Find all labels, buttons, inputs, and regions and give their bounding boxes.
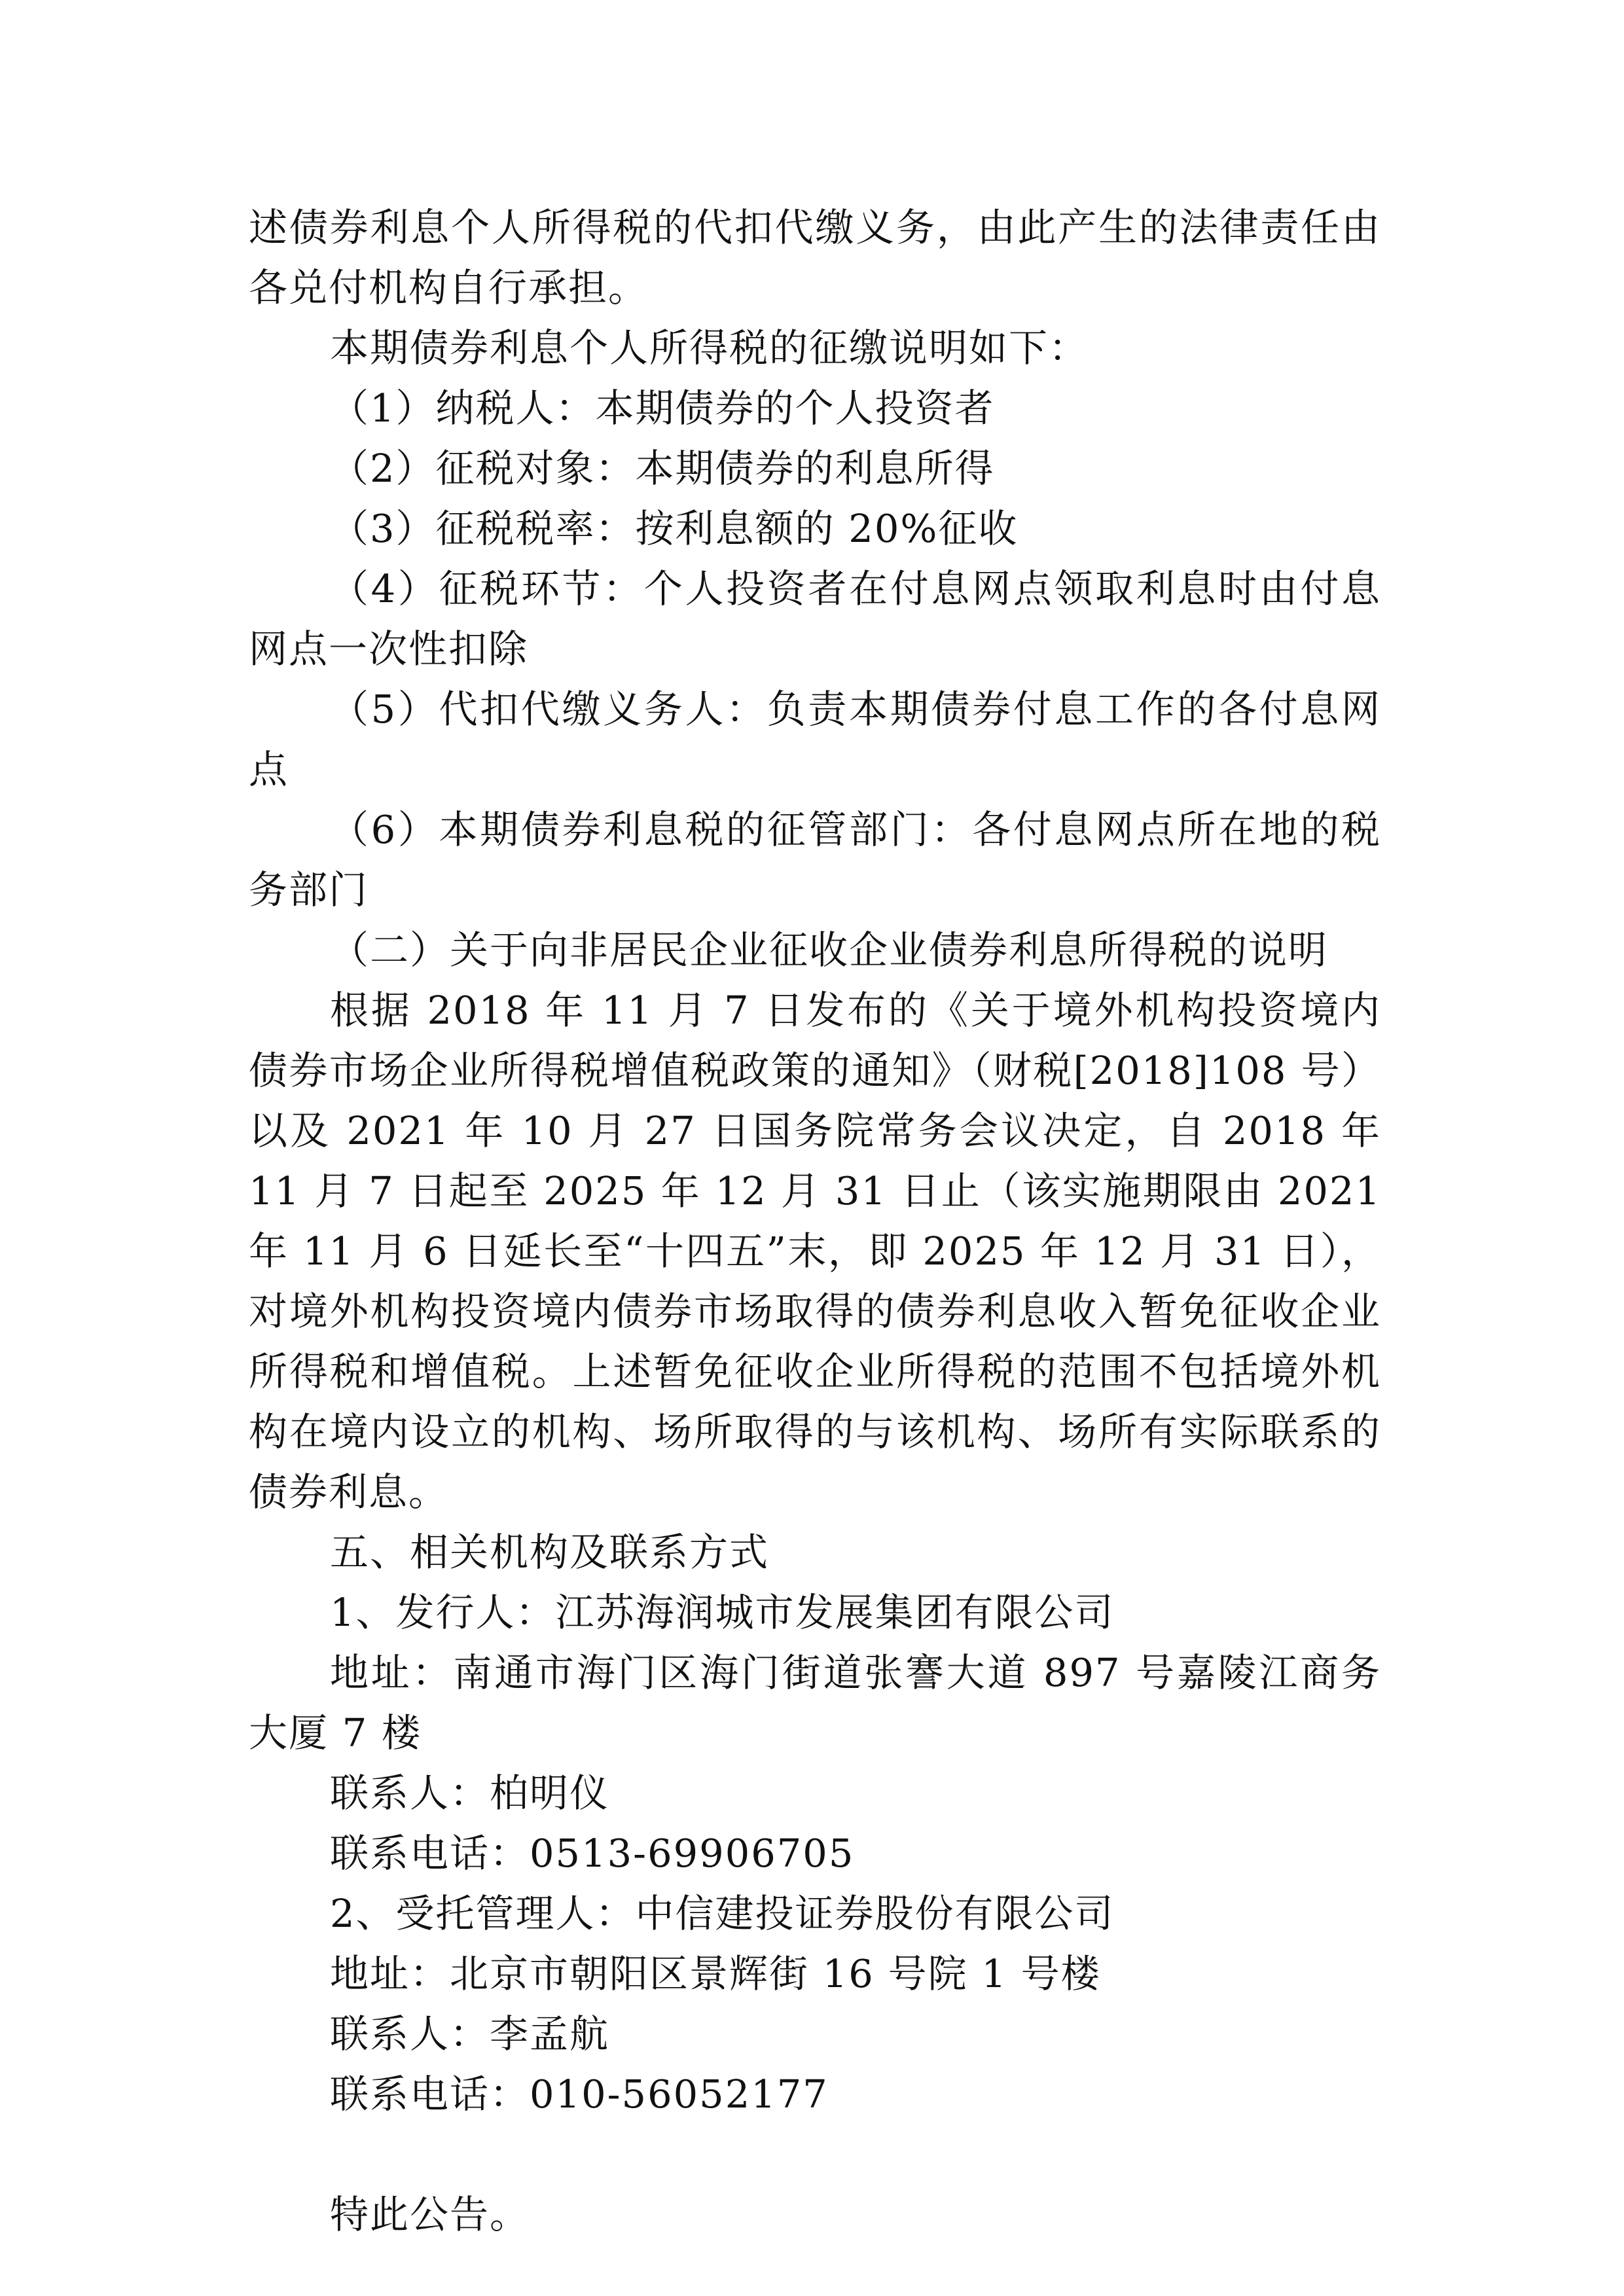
trustee-phone: 联系电话：010-56052177	[330, 2072, 829, 2117]
section-heading-contacts: 五、相关机构及联系方式	[330, 1530, 770, 1575]
paragraph-non-resident-policy: 根据 2018 年 11 月 7 日发布的《关于境外机构投资境内债券市场企业所得税增值税政策的通知》（财税[2018]108 号）以及 2021 年 10 月 27 日国务院常务会议决定，自 2018 年 11 月 7 日起至 2025 年 12 月 31 日止（该实施期限由 2021 年 11 月 6 日延长至“十四五”末，即 2025 年 12 月 31 日），对境外机构投资境内债券市场取得的债券利息收入暂免征收企业所得税和增值税。上述暂免征收企业所得税的范围不包括境外机构在境内设立的机构、场所取得的与该机构、场所有实际联系的债券利息。	[249, 988, 1381, 1515]
trustee-name: 2、受托管理人：中信建投证券股份有限公司	[330, 1891, 1115, 1936]
blank-line	[249, 2125, 1381, 2185]
document-body	[249, 198, 1381, 2245]
issuer-name: 1、发行人：江苏海润城市发展集团有限公司	[330, 1590, 1115, 1635]
paragraph-tax-rate: （3）征税税率：按利息额的 20%征收	[330, 506, 1019, 551]
paragraph-tax-stage: （4）征税环节：个人投资者在付息网点领取利息时由付息网点一次性扣除	[249, 566, 1381, 672]
paragraph-tax-object: （2）征税对象：本期债券的利息所得	[330, 446, 995, 491]
trustee-contact-person: 联系人：李孟航	[330, 2011, 610, 2056]
issuer-address: 地址：南通市海门区海门街道张謇大道 897 号嘉陵江商务大厦 7 楼	[249, 1650, 1381, 1755]
issuer-contact-person: 联系人：柏明仪	[330, 1770, 610, 1816]
paragraph-withholding-agent: （5）代扣代缴义务人：负责本期债券付息工作的各付息网点	[249, 687, 1381, 792]
issuer-phone: 联系电话：0513-69906705	[330, 1831, 855, 1876]
paragraph-tax-intro: 本期债券利息个人所得税的征缴说明如下：	[330, 325, 1089, 370]
closing-statement: 特此公告。	[330, 2192, 530, 2237]
section-heading-non-resident: （二）关于向非居民企业征收企业债券利息所得税的说明	[330, 927, 1329, 973]
trustee-address: 地址：北京市朝阳区景辉街 16 号院 1 号楼	[330, 1951, 1101, 1996]
paragraph-taxpayer: （1）纳税人：本期债券的个人投资者	[330, 386, 995, 431]
paragraph-tax-authority: （6）本期债券利息税的征管部门：各付息网点所在地的税务部门	[249, 807, 1381, 912]
paragraph-withholding-liability: 述债券利息个人所得税的代扣代缴义务，由此产生的法律责任由各兑付机构自行承担。	[249, 205, 1381, 310]
